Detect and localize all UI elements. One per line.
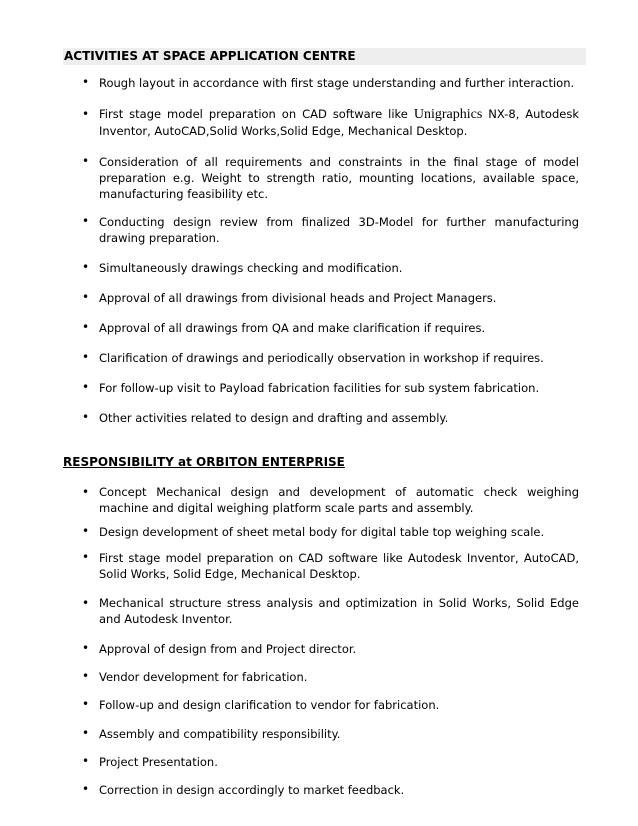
list-item: Vendor development for fabrication. bbox=[99, 670, 308, 684]
bullet-icon: • bbox=[82, 726, 90, 740]
list-item bbox=[99, 106, 579, 139]
list-item: Clarification of drawings and periodically observation in workshop if requires. bbox=[99, 351, 544, 365]
bullet-icon: • bbox=[82, 782, 90, 796]
list-item: Correction in design accordingly to market feedback. bbox=[99, 783, 405, 797]
bullet-icon: • bbox=[82, 410, 90, 424]
bullet-icon: • bbox=[82, 214, 90, 228]
list-item: Design development of sheet metal body for digital table top weighing scale. bbox=[99, 525, 545, 539]
list-item: Approval of all drawings from divisional heads and Project Managers. bbox=[99, 291, 497, 305]
bullet-icon: • bbox=[82, 754, 90, 768]
bullet-icon: • bbox=[82, 669, 90, 683]
list-item: Mechanical structure stress analysis and optimization in Solid Works, Solid Edge and Autodesk Inventor. bbox=[99, 596, 579, 626]
bullet-icon: • bbox=[82, 350, 90, 364]
list-item: Other activities related to design and drafting and assembly. bbox=[99, 411, 449, 425]
item-text-pre: First stage model preparation on CAD software like bbox=[99, 107, 414, 121]
item-text-post: NX-8, Autodesk Inventor, AutoCAD,Solid Works,Solid Edge, Mechanical Desktop. bbox=[99, 107, 579, 138]
bullet-icon: • bbox=[82, 75, 90, 89]
list-item: Simultaneously drawings checking and modification. bbox=[99, 261, 403, 275]
bullet-icon: • bbox=[82, 524, 90, 538]
bullet-icon: • bbox=[82, 485, 90, 499]
list-item: Consideration of all requirements and constraints in the final stage of model preparation e.g. Weight to strength ratio, mounting locations, available space, manufacturing feasibility etc. bbox=[99, 155, 579, 201]
bullet-icon: • bbox=[82, 550, 90, 564]
list-item: Project Presentation. bbox=[99, 755, 218, 769]
bullet-icon: • bbox=[82, 697, 90, 711]
list-item: Assembly and compatibility responsibility. bbox=[99, 727, 341, 741]
list-item: Approval of design from and Project director. bbox=[99, 642, 357, 656]
list-item: For follow-up visit to Payload fabrication facilities for sub system fabrication. bbox=[99, 381, 540, 395]
list-item: Follow-up and design clarification to vendor for fabrication. bbox=[99, 698, 440, 712]
list-item: First stage model preparation on CAD software like Autodesk Inventor, AutoCAD, Solid Works, Solid Edge, Mechanical Desktop. bbox=[99, 551, 579, 581]
section-heading-orbiton-enterprise: RESPONSIBILITY at ORBITON ENTERPRISE bbox=[63, 455, 345, 469]
list-item: Conducting design review from finalized 3D-Model for further manufacturing drawing preparation. bbox=[99, 215, 579, 245]
bullet-icon: • bbox=[82, 320, 90, 334]
bullet-icon: • bbox=[82, 290, 90, 304]
bullet-icon: • bbox=[82, 596, 90, 610]
list-item: Concept Mechanical design and development of automatic check weighing machine and digital weighing platform scale parts and assembly. bbox=[99, 485, 579, 515]
bullet-icon: • bbox=[82, 154, 90, 168]
list-item: Approval of all drawings from QA and make clarification if requires. bbox=[99, 321, 486, 335]
list-item: Rough layout in accordance with first stage understanding and further interaction. bbox=[99, 76, 575, 90]
unigraphics-text: Unigraphics bbox=[413, 107, 483, 122]
bullet-icon: • bbox=[82, 641, 90, 655]
bullet-icon: • bbox=[82, 260, 90, 274]
bullet-icon: • bbox=[82, 380, 90, 394]
bullet-icon: • bbox=[82, 107, 90, 121]
section-heading-space-application-centre: ACTIVITIES AT SPACE APPLICATION CENTRE bbox=[63, 48, 586, 65]
